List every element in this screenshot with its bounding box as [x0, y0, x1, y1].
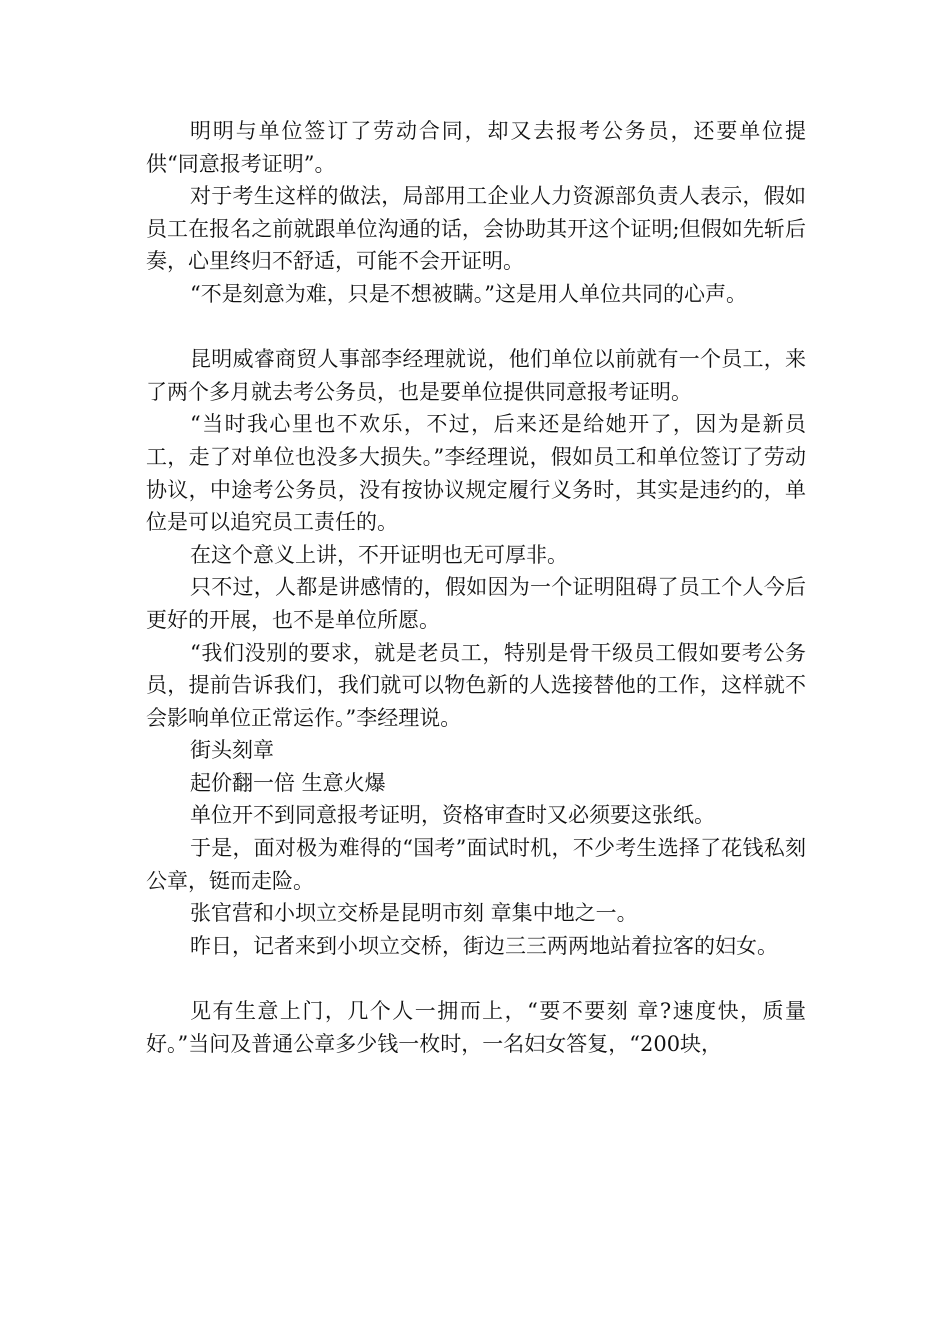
section-heading: 街头刻章 [190, 738, 274, 763]
paragraph: 只不过，人都是讲感情的，假如因为一个证明阻碍了员工个人今后更好的开展，也不是单位所愿。 [146, 575, 806, 632]
paragraph: 张官营和小坝立交桥是昆明市刻 章集中地之一。 [190, 901, 638, 926]
paragraph: 昨日，记者来到小坝立交桥，街边三三两两地站着拉客的妇女。 [190, 933, 778, 958]
paragraph: 单位开不到同意报考证明，资格审查时又必须要这张纸。 [190, 803, 715, 828]
paragraph: 明明与单位签订了劳动合同，却又去报考公务员，还要单位提供“同意报考证明”。 [146, 119, 806, 176]
article-body [146, 115, 806, 1060]
paragraph: 于是，面对极为难得的“国考”面试时机，不少考生选择了花钱私刻公章，铤而走险。 [146, 836, 806, 893]
paragraph: “不是刻意为难，只是不想被瞒。”这是用人单位共同的心声。 [190, 281, 747, 306]
paragraph: 对于考生这样的做法，局部用工企业人力资源部负责人表示，假如员工在报名之前就跟单位沟通的话，会协助其开这个证明;但假如先斩后奏，心里终归不舒适，可能不会开证明。 [146, 184, 806, 274]
paragraph: 在这个意义上讲，不开证明也无可厚非。 [190, 542, 568, 567]
section-subheading: 起价翻一倍 生意火爆 [190, 770, 386, 795]
paragraph: 见有生意上门，几个人一拥而上，“要不要刻 章?速度快，质量好。”当问及普通公章多少钱一枚时，一名妇女答复，“200块， [146, 999, 806, 1056]
paragraph: “我们没别的要求，就是老员工，特别是骨干级员工假如要考公务员，提前告诉我们，我们就可以物色新的人选接替他的工作，这样就不会影响单位正常运作。”李经理说。 [146, 640, 806, 730]
paragraph: 昆明威睿商贸人事部李经理就说，他们单位以前就有一个员工，来了两个多月就去考公务员，也是要单位提供同意报考证明。 [146, 347, 806, 404]
paragraph: “当时我心里也不欢乐，不过，后来还是给她开了，因为是新员工，走了对单位也没多大损失。”李经理说，假如员工和单位签订了劳动协议，中途考公务员，没有按协议规定履行义务时，其实是违约的，单位是可以追究员工责任的。 [146, 412, 806, 535]
